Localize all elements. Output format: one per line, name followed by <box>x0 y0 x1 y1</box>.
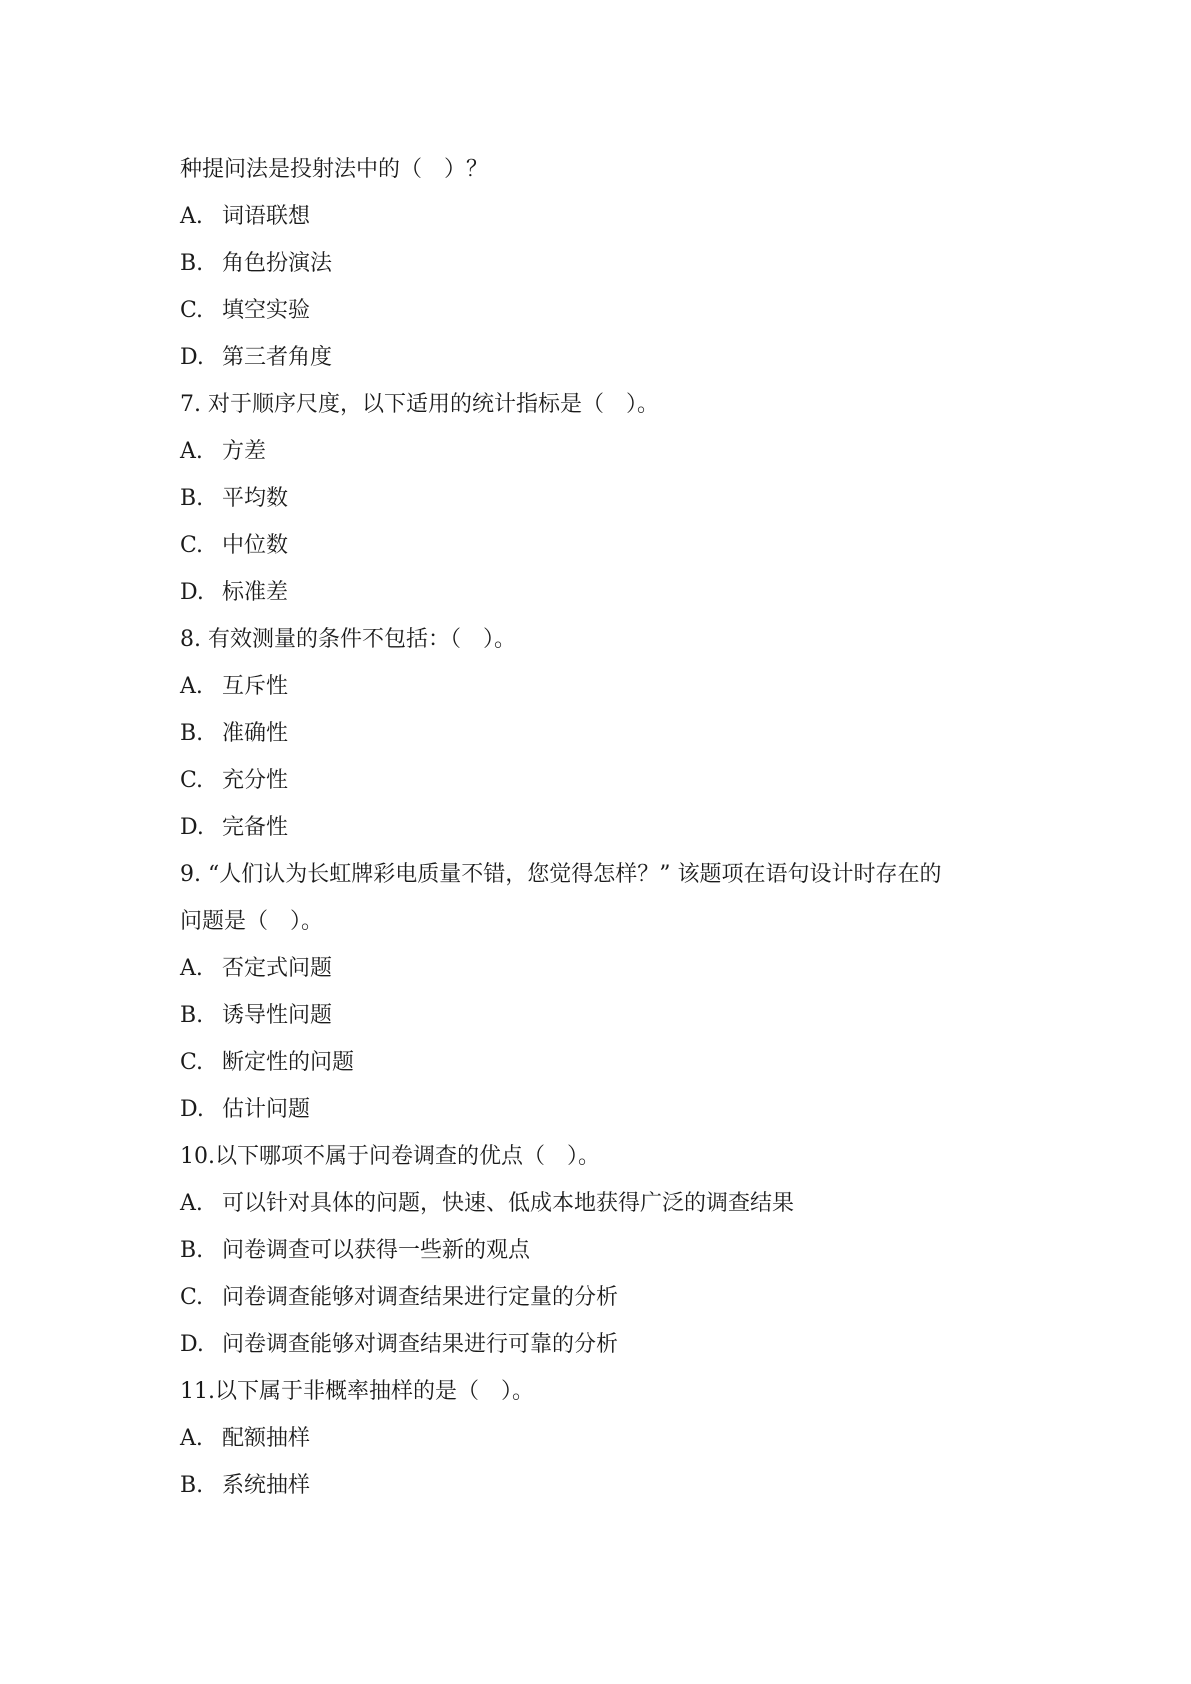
question-stem: 种提问法是投射法中的（ ）？ <box>180 157 489 182</box>
option-d: D. 问卷调查能够对调查结果进行可靠的分析 <box>180 1332 619 1357</box>
option-d: D. 第三者角度 <box>180 345 333 370</box>
option-a: A. 方差 <box>180 439 267 464</box>
option-d: D. 估计问题 <box>180 1097 311 1122</box>
option-c: C. 问卷调查能够对调查结果进行定量的分析 <box>180 1285 619 1310</box>
question-stem: 10.以下哪项不属于问卷调查的优点（ ）。 <box>180 1144 600 1169</box>
option-b: B. 问卷调查可以获得一些新的观点 <box>180 1238 531 1263</box>
option-b: B. 平均数 <box>180 486 289 511</box>
option-d: D. 完备性 <box>180 815 289 840</box>
option-b: B. 准确性 <box>180 721 289 746</box>
option-b: B. 角色扮演法 <box>180 251 333 276</box>
option-b: B. 系统抽样 <box>180 1473 311 1498</box>
question-stem-continued: 问题是（ ）。 <box>180 909 324 934</box>
option-c: C. 充分性 <box>180 768 289 793</box>
option-c: C. 中位数 <box>180 533 289 558</box>
option-a: A. 否定式问题 <box>180 956 333 981</box>
option-a: A. 互斥性 <box>180 674 289 699</box>
option-c: C. 断定性的问题 <box>180 1050 355 1075</box>
option-a: A. 可以针对具体的问题，快速、低成本地获得广泛的调查结果 <box>180 1191 795 1216</box>
option-a: A. 词语联想 <box>180 204 311 229</box>
question-stem: 11.以下属于非概率抽样的是（ ）。 <box>180 1379 534 1404</box>
question-stem: 9. “人们认为长虹牌彩电质量不错，您觉得怎样？” 该题项在语句设计时存在的 <box>180 862 942 887</box>
option-c: C. 填空实验 <box>180 298 311 323</box>
document-page <box>180 146 1060 1509</box>
question-stem: 7. 对于顺序尺度，以下适用的统计指标是（ ）。 <box>180 392 659 417</box>
option-d: D. 标准差 <box>180 580 289 605</box>
option-a: A. 配额抽样 <box>180 1426 311 1451</box>
option-b: B. 诱导性问题 <box>180 1003 333 1028</box>
question-stem: 8. 有效测量的条件不包括：（ ）。 <box>180 627 516 652</box>
